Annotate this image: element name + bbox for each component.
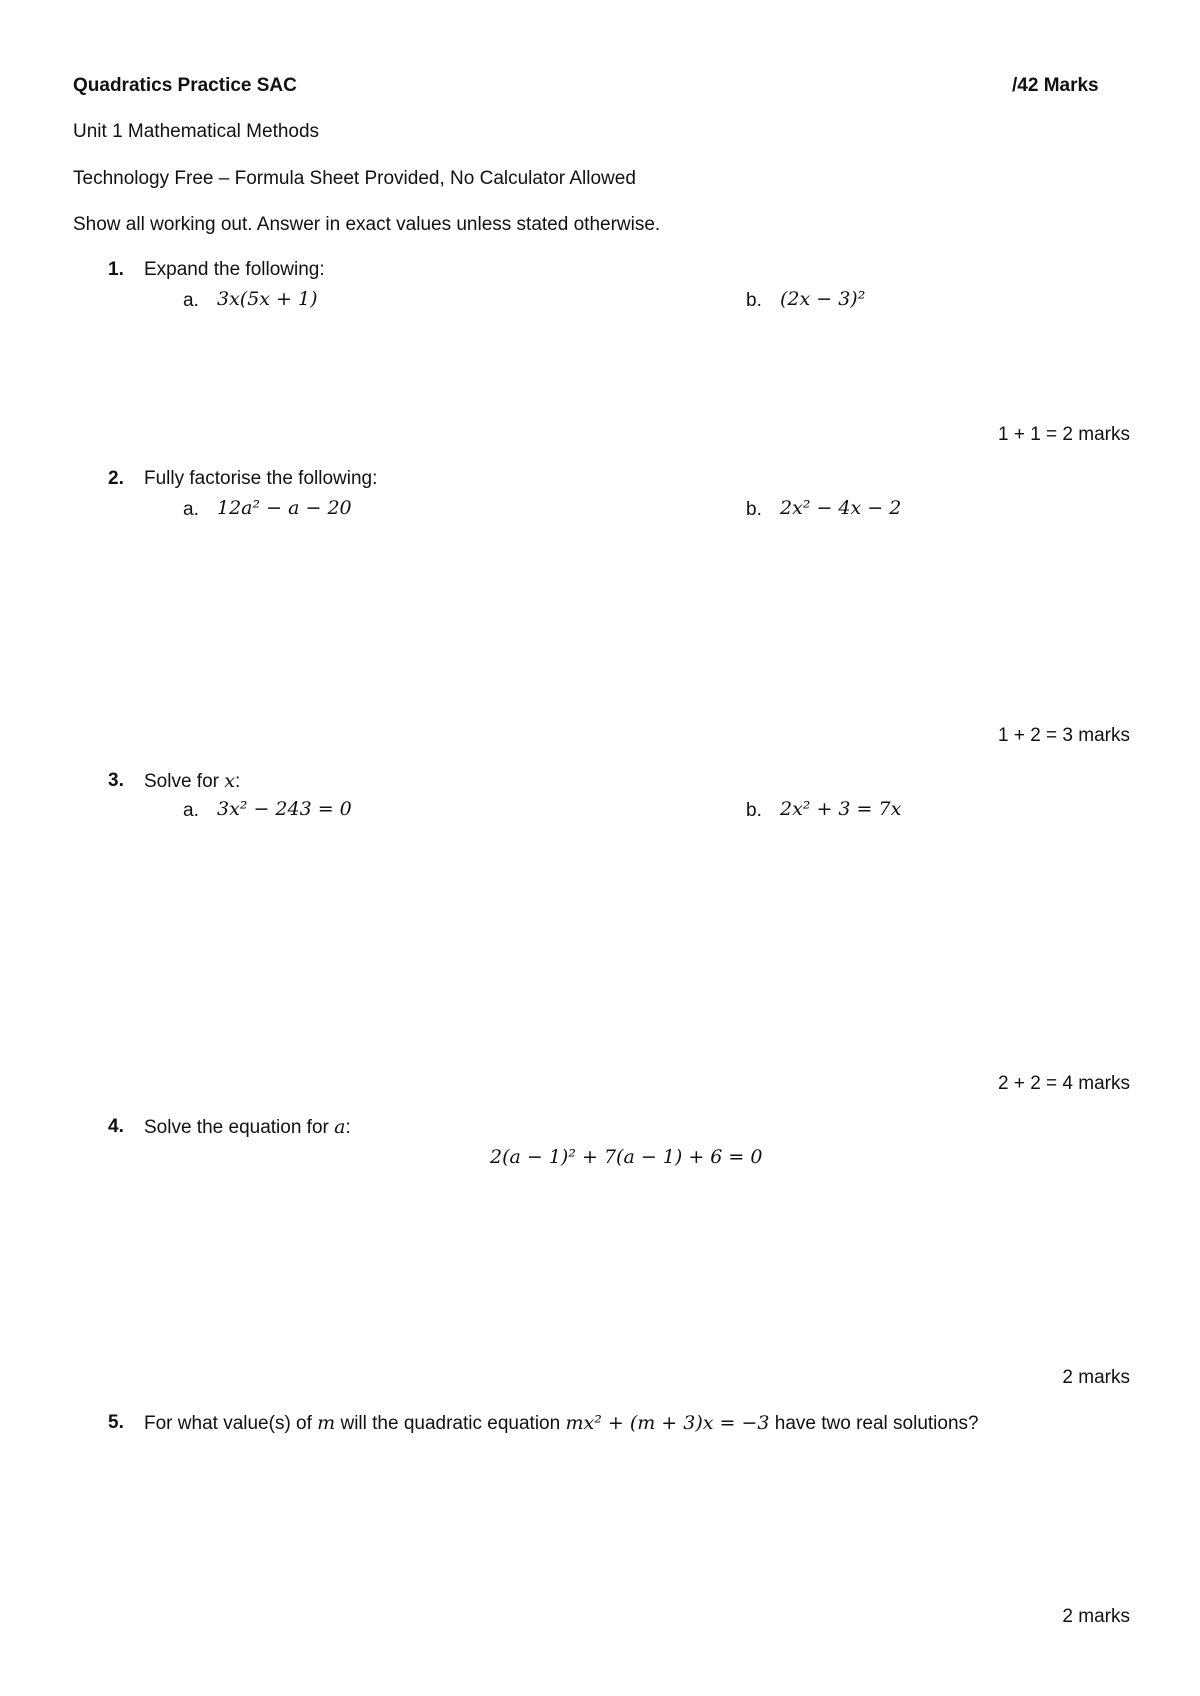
part-label: a. — [183, 499, 199, 520]
question-prompt: Fully factorise the following: — [144, 468, 378, 489]
question-number: 3. — [108, 770, 124, 791]
total-marks: /42 Marks — [1012, 75, 1099, 96]
math-expression: 2x² + 3 = 7x — [780, 798, 902, 820]
part-label: b. — [746, 290, 762, 311]
marks-label: 1 + 1 = 2 marks — [997, 424, 1130, 445]
math-expression: 3x(5x + 1) — [217, 288, 318, 310]
question-prompt: For what value(s) of m will the quadratic equation mx² + (m + 3)x = −3 have two real solutions? — [144, 1412, 979, 1434]
part-label: b. — [746, 800, 762, 821]
instructions: Show all working out. Answer in exact values unless stated otherwise. — [73, 214, 661, 235]
marks-label: 1 + 2 = 3 marks — [997, 725, 1130, 746]
marks-label: 2 + 2 = 4 marks — [997, 1073, 1130, 1094]
part-label: b. — [746, 499, 762, 520]
question-prompt: Solve for x: — [144, 770, 241, 792]
document-title: Quadratics Practice SAC — [73, 75, 297, 96]
question-number: 4. — [108, 1116, 124, 1137]
part-label: a. — [183, 290, 199, 311]
question-prompt: Expand the following: — [144, 259, 325, 280]
math-expression: 3x² − 243 = 0 — [217, 798, 352, 820]
marks-label: 2 marks — [1062, 1367, 1130, 1388]
part-label: a. — [183, 800, 199, 821]
marks-label: 2 marks — [1062, 1606, 1130, 1627]
question-number: 5. — [108, 1412, 124, 1433]
question-number: 2. — [108, 468, 124, 489]
technology-note: Technology Free – Formula Sheet Provided, No Calculator Allowed — [73, 168, 636, 189]
unit-label: Unit 1 Mathematical Methods — [73, 121, 320, 142]
equation: 2(a − 1)² + 7(a − 1) + 6 = 0 — [490, 1146, 763, 1168]
math-expression: 2x² − 4x − 2 — [780, 497, 902, 519]
math-expression: 12a² − a − 20 — [217, 497, 352, 519]
question-number: 1. — [108, 259, 124, 280]
question-prompt: Solve the equation for a: — [144, 1116, 351, 1138]
math-expression: (2x − 3)² — [780, 288, 866, 310]
